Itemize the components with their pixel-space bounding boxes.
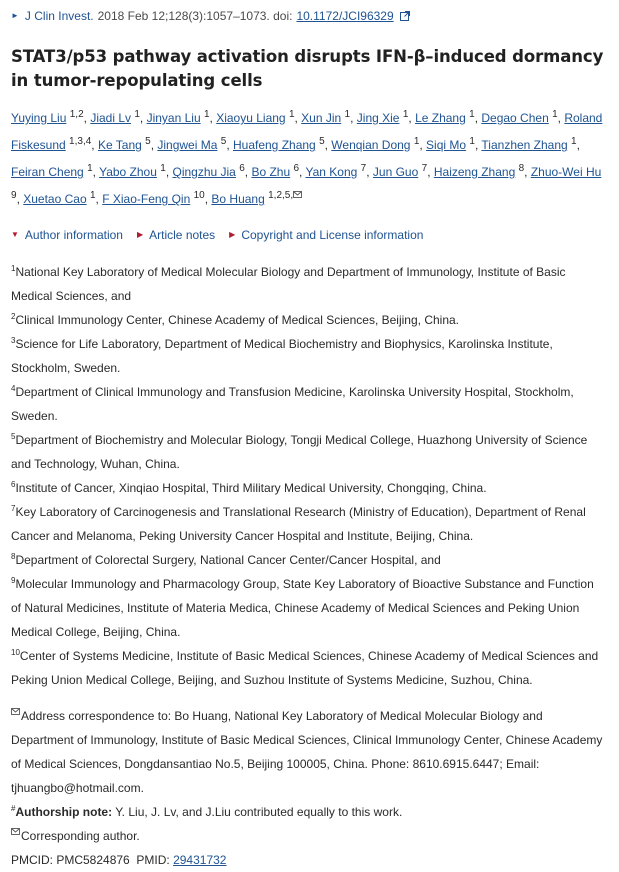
author-link[interactable]: Huafeng Zhang (232, 138, 316, 152)
author-link[interactable]: Jinyan Liu (146, 111, 201, 125)
author-link[interactable]: Ke Tang (97, 138, 142, 152)
author-link[interactable]: Jing Xie (356, 111, 400, 125)
correspondence-block (11, 704, 607, 872)
author-link[interactable]: Tianzhen Zhang (481, 138, 568, 152)
affiliation-number: 8 (11, 552, 16, 561)
author-link[interactable]: Qingzhu Jia (172, 165, 236, 179)
authorship-marker: # (11, 804, 16, 813)
author-affiliation-marker: 5 (220, 136, 227, 147)
author-affiliation-marker: 1 (413, 136, 420, 147)
journal-link[interactable]: J Clin Invest. (24, 9, 94, 23)
affiliation-number: 9 (11, 576, 16, 585)
author-link[interactable]: Jiadi Lv (90, 111, 131, 125)
author-affiliation-marker: 5 (145, 136, 151, 147)
affiliation-text: Science for Life Laboratory, Department of Medical Biochemistry and Biophysics, Karolinska Institute, Stockholm, Sweden. (11, 337, 553, 375)
correspondence-text: Address correspondence to: Bo Huang, National Key Laboratory of Medical Molecular Biology and Department of Immunology, Institute of Basic Medical Sciences, Clinical Immunology Center, Chinese Academy of Medical Sciences, Dongdansantiao No.5, Beijing 100005, China. Phone: 8610.6915.6447; Email: tjhuangbo@hotmail.com. (11, 709, 603, 795)
author-affiliation-marker: 1 (87, 163, 93, 174)
article-title: STAT3/p53 pathway activation disrupts IFN-β–induced dormancy in tumor-repopulating cells (11, 47, 604, 90)
notes-nav-item[interactable] (229, 226, 423, 244)
affiliation-text: National Key Laboratory of Medical Molecular Biology and Department of Immunology, Institute of Basic Medical Sciences, and (11, 265, 566, 303)
authorship-note-text: Y. Liu, J. Lv, and J.Liu contributed equally to this work. (112, 805, 403, 819)
author-affiliation-marker: 1 (571, 136, 577, 147)
affiliation-number: 2 (11, 312, 16, 321)
affiliation-item (11, 476, 607, 500)
affiliation-text: Clinical Immunology Center, Chinese Academy of Medical Sciences, Beijing, China. (15, 313, 460, 327)
affiliation-number: 1 (11, 264, 16, 273)
affiliation-number: 6 (11, 480, 16, 489)
notes-nav-item[interactable] (137, 226, 215, 244)
notes-nav-label: Copyright and License information (241, 228, 424, 242)
author-affiliation-marker: 8 (518, 163, 525, 174)
author-affiliation-marker: 7 (421, 163, 428, 174)
affiliation-item (11, 332, 607, 380)
author-link[interactable]: Roland Fiskesund (11, 111, 603, 152)
author-link[interactable]: Yuying Liu (11, 111, 67, 125)
author-link[interactable]: Feiran Cheng (11, 165, 84, 179)
affiliation-number: 7 (11, 504, 16, 513)
pmid-link[interactable]: 29431732 (173, 853, 227, 867)
author-affiliation-marker: 1 (288, 109, 295, 120)
author-link[interactable]: Xun Jin (301, 111, 342, 125)
affiliation-number: 3 (11, 336, 16, 345)
author-affiliation-marker: 1 (89, 190, 96, 201)
caret-right-icon: ▶ (229, 230, 236, 239)
authorship-note (11, 800, 607, 824)
affiliation-text: Department of Colorectal Surgery, National Cancer Center/Cancer Hospital, and (15, 553, 441, 567)
affiliation-item (11, 500, 607, 548)
external-link-icon[interactable] (400, 11, 410, 21)
affiliation-item (11, 428, 607, 476)
author-affiliation-marker: 1 (552, 109, 558, 120)
author-link[interactable]: Wenqian Dong (331, 138, 411, 152)
author-link[interactable]: Siqi Mo (426, 138, 467, 152)
expand-triangle-icon[interactable]: ► (11, 11, 19, 20)
affiliation-item (11, 380, 607, 428)
author-affiliation-marker: 9 (11, 190, 17, 201)
citation-line (11, 7, 607, 25)
author-affiliation-marker: 6 (293, 163, 300, 174)
corresponding-author-text: Corresponding author. (21, 829, 140, 843)
affiliation-text: Department of Clinical Immunology and Transfusion Medicine, Karolinska University Hospital, Stockholm, Sweden. (11, 385, 574, 423)
caret-right-icon: ▶ (136, 230, 144, 239)
author-link[interactable]: Yan Kong (305, 165, 358, 179)
affiliation-text: Center of Systems Medicine, Institute of Basic Medical Sciences, Chinese Academy of Medical Sciences and Peking Union Medical College, Beijing, and Suzhou Institute of Systems Medicine, Suzhou, China. (11, 649, 599, 687)
author-affiliation-marker: 5 (319, 136, 325, 147)
author-affiliation-marker: 1 (344, 109, 351, 120)
author-link[interactable]: Degao Chen (481, 111, 549, 125)
author-affiliation-marker: 1 (203, 109, 210, 120)
affiliation-text: Key Laboratory of Carcinogenesis and Translational Research (Ministry of Education), Department of Renal Cancer and Melanoma, Peking University Cancer Hospital and Institute, Beijing, China. (11, 505, 586, 543)
identifiers-line (11, 848, 607, 872)
affiliation-item (11, 644, 607, 692)
author-link[interactable]: Xuetao Cao (23, 192, 87, 206)
notes-navigation (11, 226, 607, 244)
author-affiliation-marker: 1 (160, 163, 166, 174)
author-link[interactable]: Bo Huang (211, 192, 265, 206)
notes-nav-item[interactable] (11, 226, 123, 244)
envelope-icon (11, 828, 20, 835)
authorship-note-label: Authorship note: (15, 805, 113, 819)
author-affiliation-marker: 10 (193, 190, 205, 201)
affiliation-text: Molecular Immunology and Pharmacology Group, State Key Laboratory of Bioactive Substance and Function of Natural Medicines, Institute of Materia Medica, Chinese Academy of Medical Sciences and Peking Union Medical College, Beijing, China. (11, 577, 594, 639)
author-affiliation-marker: 1,3,4 (69, 136, 92, 147)
pmcid: PMCID: PMC5824876 (11, 853, 130, 867)
author-affiliation-marker: 6 (239, 163, 245, 174)
author-link[interactable]: Le Zhang (415, 111, 466, 125)
pmid-label: PMID: (136, 853, 170, 867)
author-link[interactable]: Jingwei Ma (157, 138, 218, 152)
caret-down-icon: ▼ (11, 230, 19, 239)
affiliation-text: Institute of Cancer, Xinqiao Hospital, Third Military Medical University, Chongqing, China. (15, 481, 487, 495)
author-link[interactable]: Zhuo-Wei Hu (530, 165, 602, 179)
affiliation-number: 10 (11, 648, 20, 657)
notes-nav-label: Article notes (149, 228, 216, 242)
author-affiliation-marker: 1 (402, 109, 409, 120)
author-affiliation-marker: 7 (360, 163, 367, 174)
affiliation-item (11, 572, 607, 644)
author-list: Yuying Liu $^{1,2}$, Jiadi Lv $^1$, Jinyan Liu $^1$, Xiaoyu Liang $^1$, Xun Jin $^1$, Jing Xie $^1$, Le Zhang $^1$, Degao Chen $^1$, Roland Fiskesund $^{1,3,4}$, Ke Tang $^5$, Jingwei Ma $^5$, Huafeng Zhang $^5$, Wenqian Dong $^1$, Siqi Mo $^1$, Tianzhen Zhang $^1$, Feiran Cheng $^1$, Yabo Zhou $^1$, Qingzhu Jia $^6$, Bo Zhu $^6$, Yan Kong $^7$, Jun Guo $^7$, Haizeng Zhang $^8$, Zhuo-Wei Hu $^9$, Xuetao Cao $^1$, F Xiao-Feng Qin $^{10}$, Bo Huang $^{1,2,5,}$ (11, 109, 603, 206)
author-affiliation-marker: 1 (469, 109, 475, 120)
affiliations-list (11, 260, 607, 692)
author-link[interactable]: Bo Zhu (251, 165, 291, 179)
affiliation-item (11, 548, 607, 572)
author-affiliation-marker: 1 (469, 136, 475, 147)
affiliation-number: 5 (11, 432, 16, 441)
author-affiliation-marker: 1,2 (69, 109, 84, 120)
citation-details: 2018 Feb 12;128(3):1057–1073. doi: (97, 9, 293, 23)
author-affiliation-marker: 1,2,5, (268, 190, 294, 201)
affiliation-item (11, 308, 607, 332)
author-link[interactable]: Jun Guo (372, 165, 419, 179)
doi-link[interactable]: 10.1172/JCI96329 (296, 9, 394, 23)
author-link[interactable]: Yabo Zhou (99, 165, 157, 179)
author-link[interactable]: Xiaoyu Liang (216, 111, 286, 125)
affiliation-item (11, 260, 607, 308)
correspondence-address (11, 704, 607, 800)
envelope-icon (11, 708, 20, 715)
envelope-icon[interactable] (293, 191, 302, 198)
corresponding-author-note (11, 824, 607, 848)
author-link[interactable]: Haizeng Zhang (433, 165, 516, 179)
notes-nav-label: Author information (24, 228, 123, 242)
affiliation-text: Department of Biochemistry and Molecular Biology, Tongji Medical College, Huazhong University of Science and Technology, Wuhan, China. (11, 433, 588, 471)
affiliation-number: 4 (11, 384, 16, 393)
author-link[interactable]: F Xiao-Feng Qin (102, 192, 191, 206)
author-affiliation-marker: 1 (134, 109, 140, 120)
